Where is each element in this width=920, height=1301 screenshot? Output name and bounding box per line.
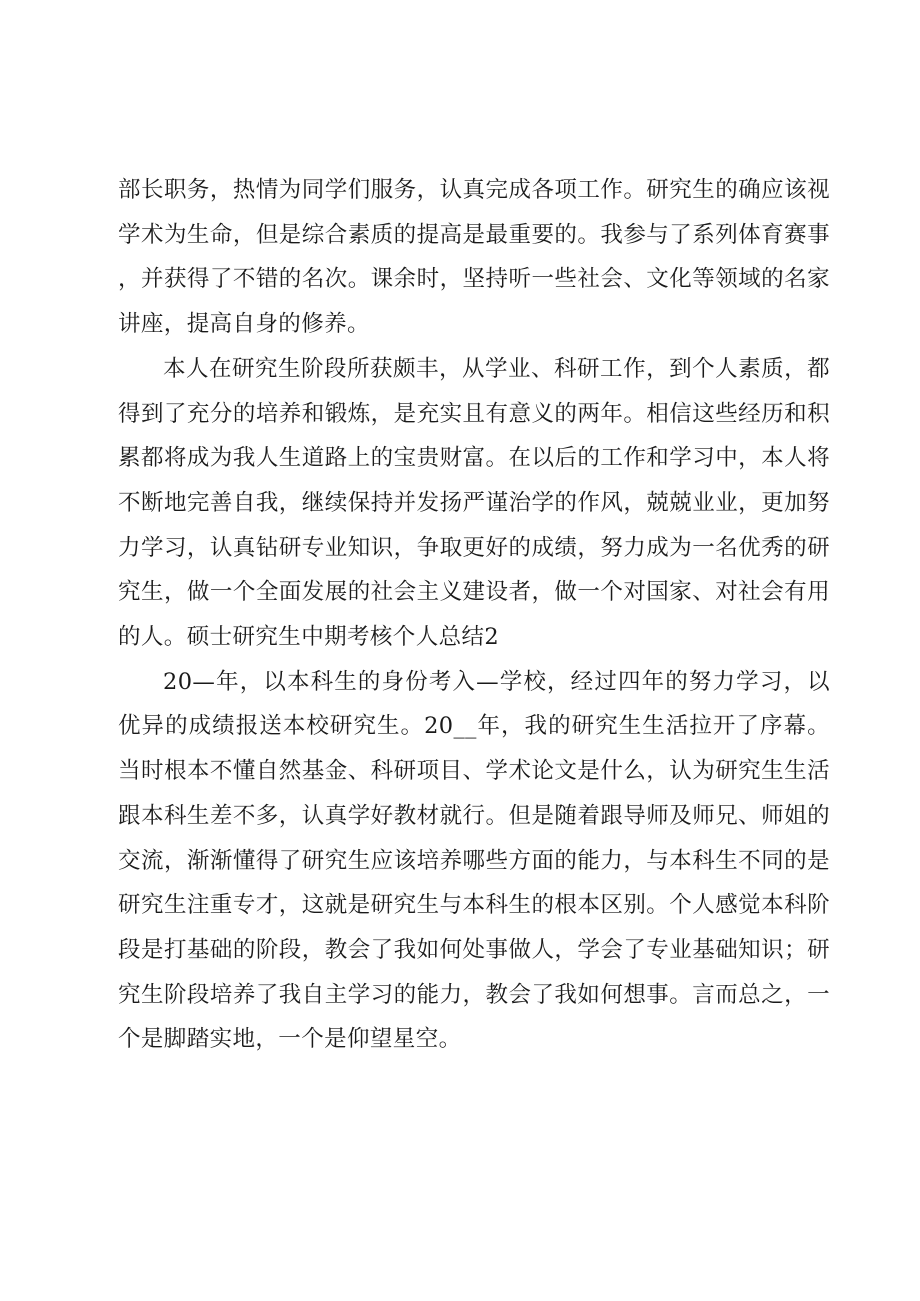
paragraph-graduate-life: 20—年，以本科生的身份考入—学校，经过四年的努力学习，以优异的成绩报送本校研究生。20__年，我的研究生生活拉开了序幕。当时根本不懂自然基金、科研项目、学术论文是什么，认为研究生生活跟本科生差不多，认真学好教材就行。但是随着跟导师及师兄、师姐的交流，渐渐懂得了研究生应该培养哪些方面的能力，与本科生不同的是研究生注重专才，这就是研究生与本科生的根本区别。个人感觉本科阶段是打基础的阶段，教会了我如何处事做人，学会了专业基础知识；研究生阶段培养了我自主学习的能力，教会了我如何想事。言而总之，一个是脚踏实地，一个是仰望星空。 [118,668,830,1053]
paragraph-summary: 本人在研究生阶段所获颇丰，从学业、科研工作，到个人素质，都得到了充分的培养和锻炼，是充实且有意义的两年。相信这些经历和积累都将成为我人生道路上的宝贵财富。在以后的工作和学习中，本人将不断地完善自我，继续保持并发扬严谨治学的作风，兢兢业业，更加努力学习，认真钻研专业知识，争取更好的成绩，努力成为一名优秀的研究生，做一个全面发展的社会主义建设者，做一个对国家、对社会有用的人。硕士研究生中期考核个人总结2 [118,355,830,651]
document-body [118,168,830,1062]
paragraph-continuation: 部长职务，热情为同学们服务，认真完成各项工作。研究生的确应该视学术为生命，但是综合素质的提高是最重要的。我参与了系列体育赛事，并获得了不错的名次。课余时，坚持听一些社会、文化等领域的名家讲座，提高自身的修养。 [118,177,830,338]
